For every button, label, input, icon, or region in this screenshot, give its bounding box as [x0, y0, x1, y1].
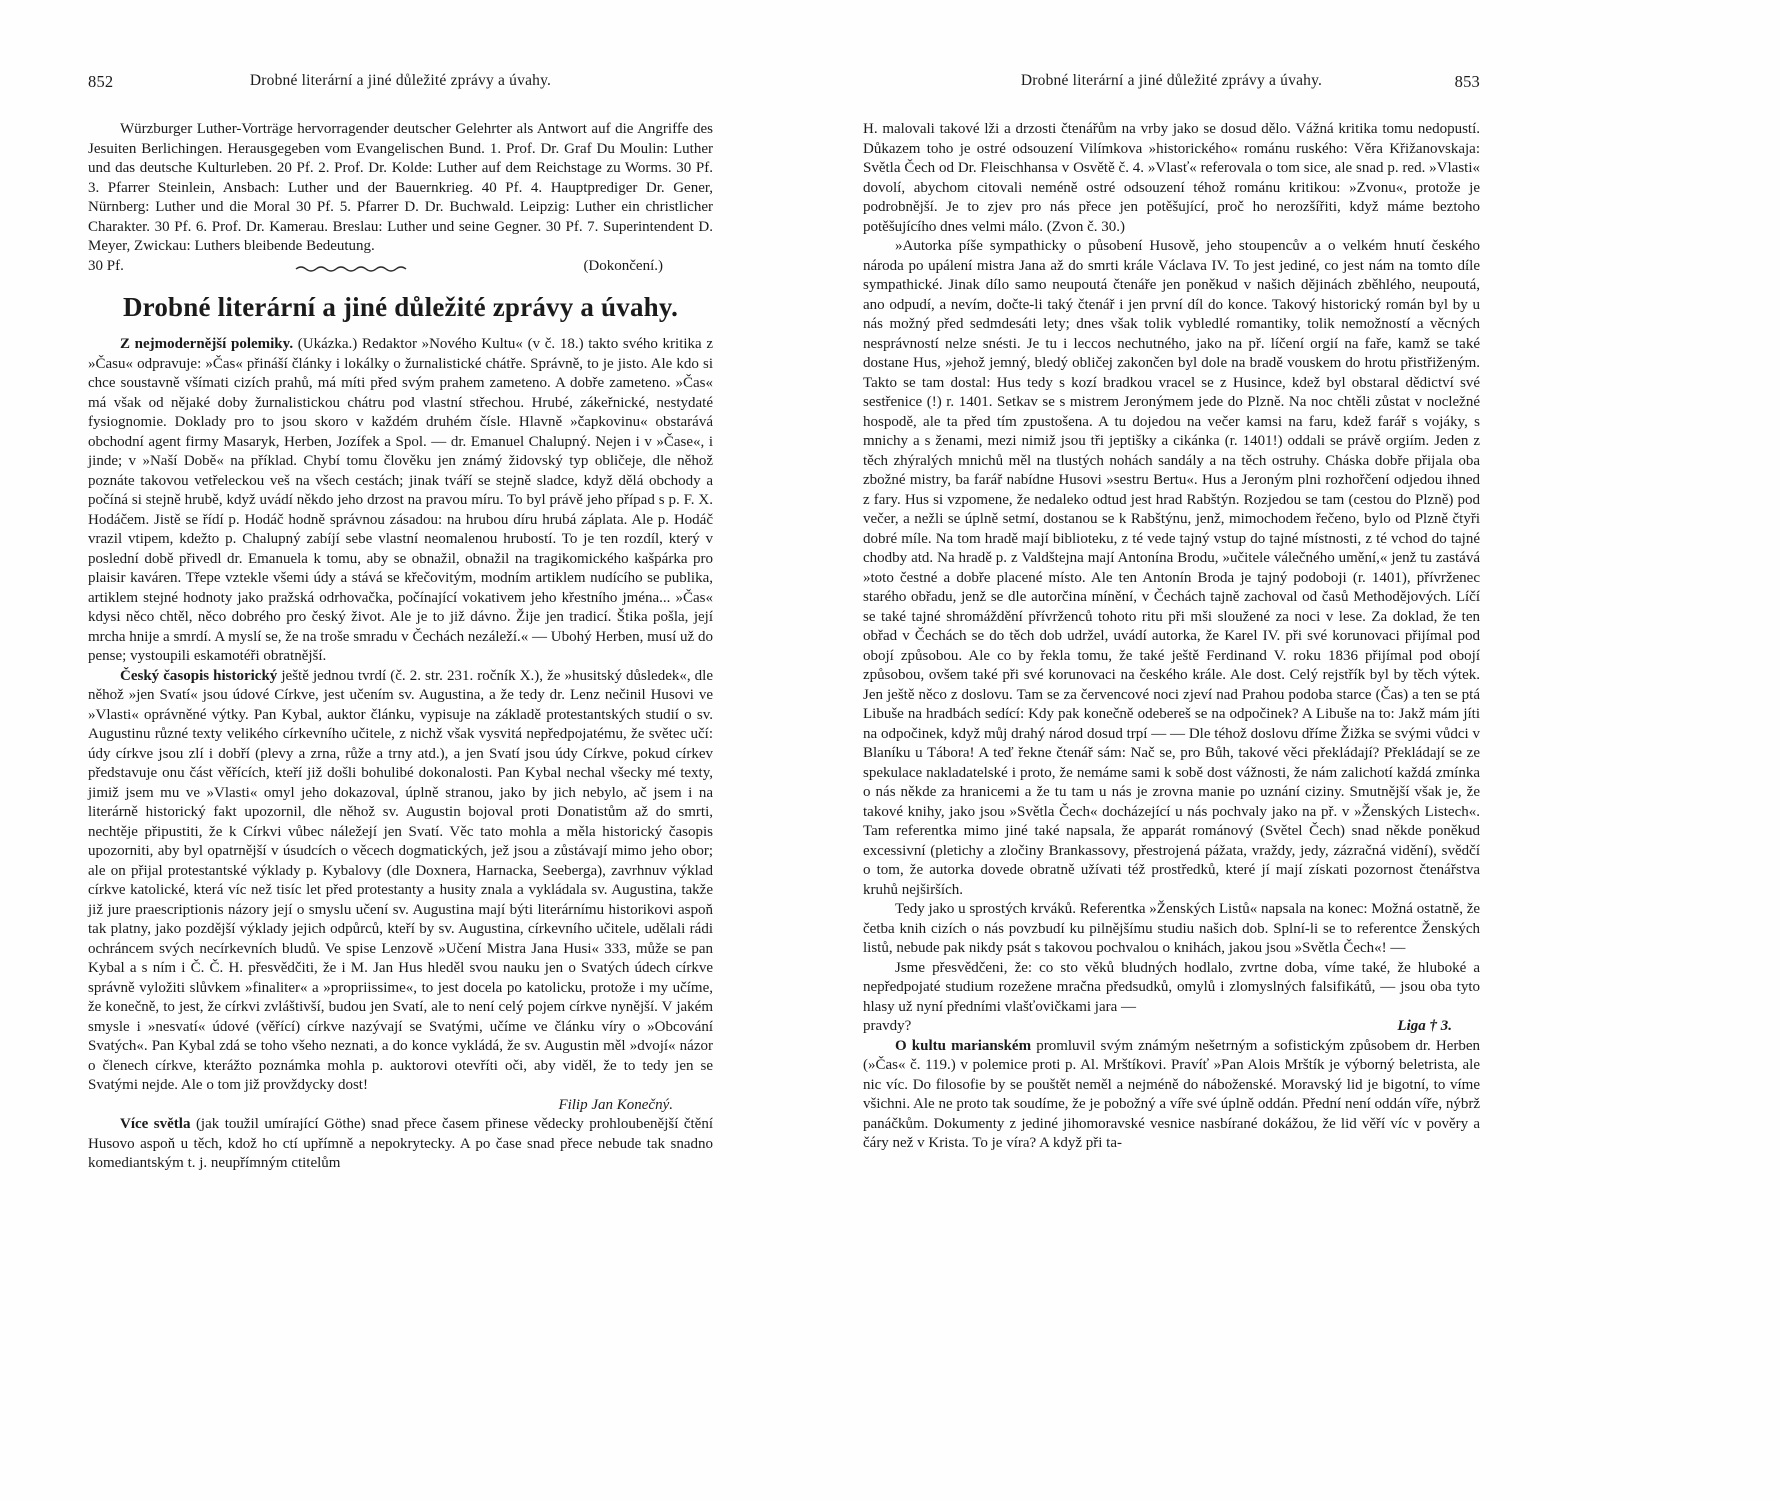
paragraph-continuation: H. malovali takové lži a drzosti čtenářům na vrby jako se dosud dělo. Vážná kritika tomu nedopustí. Důkazem toho je ostré odsouzení Vilímkova »historického« románu ruského: Věra Křižanovskaja: Světla Čech od Dr. Fleischhansa v Osvětě č. 4. »Vlasť« referovala o tom sice, ale snad p. red. »Vlasti« dovolí, abychom citovali neméně ostré odsouzení téhož románu kritikou: »Zvonu«, protože je podrobnější. Je to zjev pro nás přece jen potěšující, proč ho nerozšířiti, když máme beztoho potěšujícího dnes velmi málo. (Zvon č. 30.): [863, 121, 1480, 235]
paragraph-referentka: Tedy jako u sprostých krváků. Referentka »Ženských Listů« napsala na konec: Možná ostatně, že četba knih cizích o nás povzbudí ku pilnějšímu studiu našich dob. Splní-li se to referentce Ženských listů, nebude pak nikdy psát s takovou pochvalou o knihách, jakou jsou »Světla Čech«! —: [863, 901, 1481, 956]
running-title-right: Drobné literární a jiné důležité zprávy a úvahy.: [1020, 72, 1323, 89]
page-number-left: 852: [88, 72, 114, 91]
article-more-light-text: (jak toužil umírající Göthe) snad přece časem přinese vědecky prohloubenější čtění Husovo aspoň u těch, kdož ho ctí upřímně a nepokrytecky. A po čase snad přece nebude tak snadno komediantským t. j. neupřímným ctitelům: [88, 1116, 714, 1171]
page-853: [863, 72, 1480, 1174]
page-header-right: [863, 72, 1480, 90]
page-852: [88, 72, 713, 1174]
article-historical-journal-text: ještě jednou tvrdí (č. 2. str. 231. ročník X.), že »husitský důsledek«, dle něhož »jen Svatí« jsou údové Církve, jest učením sv. Augustina, a že tedy dr. Lenz nečinil Husovi ve »Vlasti« oprávněné výtky. Pan Kybal, auktor článku, vypisuje na základě protestantských studií o sv. Augustinu různé texty velikého církevního učitele, z nichž však vysvitá nepředpojatému, že světec učí: údy církve jsou zlí i dobří (plevy a zrna, růže a trny atd.), a jen Svatí jsou údy Církve, pokud církev představuje onu část věřících, kteří již došli bohulibé dokonalosti. Pan Kybal nechal všecky mé texty, jimiž jsem mu ve »Vlasti« omyl jeho dokazoval, úplně stranou, jako by jich nebylo, ač jsem i na literárně historický fakt upozornil, dle něhož sv. Augustin bojoval proti Donatistům až do smrti, nechtěje připustiti, že k Církvi vůbec náležejí jen Svatí. Věc tato mohla a měla historický časopis upozorniti, aby byl opatrnější v úsudcích o věcech dogmatických, jež jsou a zůstávají mimo jeho obor; ale on přijal protestantské výklady p. Kybalovy (dle Doxnera, Harnacka, Seeberga), zavrhnuv výklad církve katolické, která víc než tisíc let před protestanty a husity znala a vykládala sv. Augustina, takže již jure praescriptionis názory její o smyslu učení sv. Augustina mají býti literárnímu historikovi aspoň tak platny, jako pozdější výklady jejich odpůrců, kteří by sv. Augustina, církevního učitele, udělali rádi ochráncem svých necírkevních bludů. Ve spise Lenzově »Učení Mistra Jana Husi« 333, může se pan Kybal a s ním i Č. Č. H. přesvědčiti, že i M. Jan Hus hleděl svou nauku jen o Svatých údech církve správně vyložiti slůvkem »finaliter« a »propriissime«, to jest docela po katolicku, protože i my učíme, že konečně, to jest, že církvi zvláštivší, budou jen Svatí, ale to není celý pojem církve nynější. V jakém smysle i »nesvatí« údové (věřící) církve nazývají se Svatými, učíme ve článku víry o »Obcování Svatých«. Pan Kybal zdá se toho všeho neznati, a do konce vykládá, že sv. Augustin měl »dvojí« názor o členech církve, kterážto poznámka mohla p. auktorovi otevříti oči, aby viděl, že to tedy jen se Svatými nejde. Ale o tom již provždycky dost!: [88, 667, 714, 1093]
paragraph-marian-cult: [863, 1037, 1480, 1154]
running-title-left: Drobné literární a jiné důležité zprávy a úvahy.: [249, 72, 552, 89]
page-number-right: 853: [1454, 72, 1480, 91]
article-more-light-lead: Více světla: [120, 1116, 191, 1132]
squiggle-divider-icon: [294, 264, 414, 274]
article-polemic-text: (Ukázka.) Redaktor »Nového Kultu« (v č. 18.) takto svého kritika z »Času« odpravuje: »Čas« přináší články i lokálky o žurnalistické chátře. Správně, to je jisto. Ale kdo si chce soustavně všímati cizích prahů, má míti před svým prahem zameteno. A dobře zameteno. »Čas« má však od nějaké doby žurnalistickou chátru pod vlastní střechou. Hrubé, zákeřnické, nestydaté fysiognomie. Doklady pro to jsou skoro v každém druhém čísle. Hlavně »čapkovinu« obstarává obchodní agent firmy Masaryk, Herben, Jozífek a Spol. — dr. Emanuel Chalupný. Nejen i v »Čase«, i jinde; v »Naší Době« na příklad. Chybí tomu člověku jen známý židovský typ obličeje, dle něhož poznáte takovou vetřeleckou veš na všech cestách; jinak tváří se stejně sladce, když dělá obchody a počíná si stejně hrubě, když uvádí někdo jeho drzost na pravou míru. To byl právě jeho případ s p. F. X. Hodáčem. Jistě se řídí p. Hodáč hodně správnou zásadou: na hrubou díru hrubá záplata. Ale p. Hodáč vrazil vtipem, kdežto p. Chalupný zabíjí sebe vlastní neomalenou hrubostí. To je ten rozdíl, který v poslední době přivedl dr. Emanuela k tomu, aby se obnažil, obnažil na tragikomického kašpárka pro plaisir kaváren. Třepe vztekle všemi údy a stává se křečovitým, modním artiklem nudícího se publika, artiklem stejné hodnoty jako pražská odrhovačka, počínající vokativem jeho křestního jména... »Čas« kdysi něco chtěl, něco dobrého pro český život. Ale je to již dávno. Žije jen tradicí. Štika pošla, její mrcha hnije a smrdí. A myslí se, že na troše smradu v Čechách nezáleží.« — Ubohý Herben, musí už do pense; vystoupili eskamotéři obratnější.: [88, 336, 714, 664]
article-polemic-lead: Z nejmodernější polemiky.: [120, 336, 294, 352]
article-historical-journal-lead: Český časopis historický: [120, 667, 278, 684]
author-signature: Filip Jan Konečný.: [558, 1096, 673, 1113]
paragraph-marian-cult-lead: O kultu marianském: [895, 1037, 1032, 1054]
price-text: 30 Pf.: [88, 257, 124, 274]
conclusion-note: (Dokončení.): [583, 257, 663, 274]
paragraph-novel-review: »Autorka píše sympathicky o působení Husově, jeho stoupencův a o velkém hnutí českého národa po upálení mistra Jana až do smrti krále Václava IV. To jest jediné, co jest nám na tomto díle sympathické. Jinak dílo samo neupoutá čtenáře jen poněkud v našich dějinách zběhlého, neupoutá, ano odpudí, a nevím, dočte-li taký čtenář i jen první díl do konce. Takový historický román byl by u nás možný před sedmdesáti lety; dnes však tolik vybledlé romantiky, tolik nemožností a věcných nesprávností nelze snésti. Je tu i leccos nechutného, jako na př. líčení orgií na faře, kamž se také dostane Hus, »jehož jemný, bledý obličej zakončen byl dole na bradě vouskem do hrotu přistřiženým. Takto se tam dostal: Hus tedy s kozí bradkou vracel se z Husince, kdež byl obstaral dědictví své sestřenice (!) r. 1401. Setkav se s mistrem Jeronýmem jede do Plzně. Na noc chtěli zůstat v nocležné hospodě, ale ta před tím zpustošena. A tu dojedou na večer kamsi na faru, kdež farář s vojáky, s mnichy a s ženami, mezi nimiž jsou tři jeptišky a cikánka (r. 1401!) oddali se právě orgiím. Jeden z těch zhýralých mnichů měl na tlustých nohách sandály a na těch ostruhy. Cháska dobře přijala oba zbožné mistry, ba farář nabídne Husovi »sestru Bertu«. Hus a Jeroným plni rozhořčení odjedou ihned z fary. Hus si vzpomene, že nedaleko odtud jest hrad Rabštýn. Rozjedou se tam (cestou do Plzně) pod večer, a nežli se úplně setmí, dostanou se k Rabštýnu, jenž, mimochodem řečeno, bylo od Plzně čtyři dobré míle. Na tom hradě mají biblioteku, z té vede tajný vstup do tajné místnosti, z té vchod do tajné chodby atd. Na hradě p. z Valdštejna mají Antonína Brodu, »učitele válečného umění,« jenž tu zastává »toto čestné a dobře placené místo. Ale ten Antonín Broda je tajný podoboji (r. 1401), přívrženec starého obřadu, jenž se dle autorčina mínění, v Čechách tajně zachoval od časů Methodějových. Líčí se také tajné shromáždění přívrženců tohoto ritu při mši sloužené za noci v lese. Za doklad, že ten obřad v Čechách se do těch dob udržel, uvádí autorka, že Karel IV. při své korunovaci přijímal pod obojí způsobou. Ale co by řekla tomu, že také ještě Ferdinand V. roku 1836 přijímal pod obojí způsobou, ovšem také při své korunovaci na českého krále. Ale dost. Celý rejstřík byl by těch výtek. Jen ještě něco z doslovu. Tam se za červencové noci zjeví nad Prahou podoba starce (Čas) a ten se ptá Libuše na hradbách sedící: Kdy pak konečně odebereš se na odpočinek? A Libuše na to: Jakž mám jíti na odpočinek, když můj drahý národ dosud trpí — — Dle téhož doslovu dříme Žižka se svými vůdci v Blaníku u Tábora! A teď řekne čtenář sám: Nač se, pro Bůh, takové věci překládají? Překládají se ze spekulace nakladatelské i proto, že nemáme sami k sobě dost vážnosti, že nám zalichotí každá zmínka o nás někde za hranicemi a že tu tam u nás je zrovna manie po uznání ciziny. Smutnější však je, že takové knihy, jako jsou »Světla Čech« docházející u nás pochvaly jako na př. v »Ženských Listech«. Tam referentka mimo jiné také napsala, že apparát románový (Světel Čech) snad někde poněkud excessivní (pletichy a zločiny Brankassovy, přestrojená pážata, vraždy, jedy, zázračná vidění), svědčí o tom, že autorka dovede obratně užívati též prostředků, které jí mají získati pozornost čtenářstva kruhů nejširších.: [863, 238, 1480, 898]
article-polemic: [88, 335, 713, 667]
page-header-left: [88, 72, 713, 90]
previous-article-conclusion: Würzburger Luther-Vorträge hervorragender deutscher Gelehrter als Antwort auf die Angriffe des Jesuiten Berlichingen. Herausgegeben vom Evangelischen Bund. 1. Prof. Dr. Graf Du Moulin: Luther und das deutsche Kulturleben. 20 Pf. 2. Prof. Dr. Kolde: Luther auf dem Reichstage zu Worms. 30 Pf. 3. Pfarrer Steinlein, Ansbach: Luther und der Bauernkrieg. 40 Pf. 4. Hauptprediger Dr. Gener, Nürnberg: Luther und die Moral 30 Pf. 5. Pfarrer D. Dr. Buchwald. Leipzig: Luther ein christlicher Charakter. 30 Pf. 6. Prof. Dr. Kamerau. Breslau: Luther und seine Gegner. 30 Pf. 7. Superintendent D. Meyer, Zwickau: Luthers bleibende Bedeutung.: [88, 121, 713, 254]
paragraph-conviction: Jsme přesvědčeni, že: co sto věků bludných hodlalo, zvrtne doba, víme také, že hluboké a nepředpojaté studium rozežene mračna předsudků, omylů i zlomyslných falsifikátů, — jsou oba tyto hlasy už nyní předními vlašťovičkami jara —: [863, 959, 1480, 1015]
tail-left-text: pravdy?: [863, 1018, 912, 1034]
article-closing-line: [88, 257, 713, 277]
paragraph-conviction-tail: [863, 1017, 1480, 1037]
article-historical-journal: [88, 667, 713, 1096]
liga-signature: Liga † 3.: [1397, 1018, 1452, 1034]
paragraph-marian-cult-text: promluvil svým známým nešetrným a sofistickým způsobem dr. Herben (»Čas« č. 119.) v polemice proti p. Al. Mrštíkovi. Pravíť »Pan Alois Mrštík je výborný beletrista, ale nic víc. Do filosofie by se pouštět neměl a nejméně do náboženské. Moravský lid je bigotní, to víme všichni. Ale ne proto tak soudíme, že je pobožný a víře své úplně oddán. Přední není oddán víře, nýbrž panáčkům. Dokumenty z jediné jihomoravské vesnice nasbírané dokážou, že lid věří víc v pověry a čáry než v Krista. To je víra? A když při ta-: [863, 1037, 1481, 1151]
article-more-light: [88, 1115, 713, 1174]
section-heading: Drobné literární a jiné důležité zprávy a úvahy.: [122, 292, 679, 322]
